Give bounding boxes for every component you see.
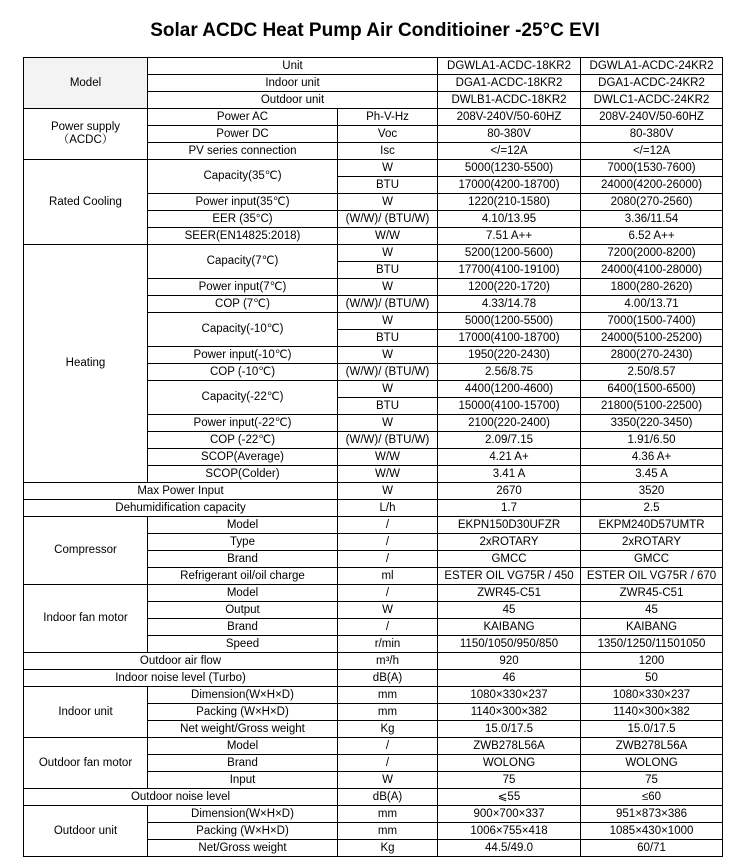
value-cell: 920 <box>438 653 581 670</box>
row-name: Refrigerant oil/oil charge <box>148 568 338 585</box>
value-cell: 2080(270-2560) <box>581 194 723 211</box>
row-name: PV series connection <box>148 143 338 160</box>
value-cell: DGA1-ACDC-18KR2 <box>438 75 581 92</box>
row-name: Type <box>148 534 338 551</box>
value-cell: 3350(220-3450) <box>581 415 723 432</box>
value-cell: </=12A <box>581 143 723 160</box>
unit-cell: W <box>338 160 438 177</box>
row-name: SCOP(Average) <box>148 449 338 466</box>
row-name: Capacity(-10℃) <box>148 313 338 347</box>
value-cell: 4.33/14.78 <box>438 296 581 313</box>
row-group-label: Rated Cooling <box>24 160 148 245</box>
row-name: Power input(-10℃) <box>148 347 338 364</box>
row-name: Model <box>148 517 338 534</box>
unit-cell: W/W <box>338 449 438 466</box>
value-cell: 17700(4100-19100) <box>438 262 581 279</box>
value-cell: 4.10/13.95 <box>438 211 581 228</box>
unit-cell: W <box>338 381 438 398</box>
row-name: Dimension(W×H×D) <box>148 687 338 704</box>
row-name: Capacity(-22℃) <box>148 381 338 415</box>
row-name: Power DC <box>148 126 338 143</box>
value-cell: 80-380V <box>438 126 581 143</box>
group-label-line: Power supply <box>50 121 121 133</box>
value-cell: 1.7 <box>438 500 581 517</box>
value-cell: 6.52 A++ <box>581 228 723 245</box>
value-cell: 1800(280-2620) <box>581 279 723 296</box>
row-group-label: Indoor fan motor <box>24 585 148 653</box>
value-cell: 2100(220-2400) <box>438 415 581 432</box>
value-cell: 24000(4100-28000) <box>581 262 723 279</box>
row-name: Speed <box>148 636 338 653</box>
table-row <box>24 160 723 177</box>
value-cell: 5200(1200-5600) <box>438 245 581 262</box>
unit-cell: W <box>338 602 438 619</box>
row-group-label: Model <box>24 58 148 109</box>
row-name: Outdoor noise level <box>24 789 338 806</box>
value-cell: 7000(1500-7400) <box>581 313 723 330</box>
row-name: Input <box>148 772 338 789</box>
value-cell: 1220(210-1580) <box>438 194 581 211</box>
unit-cell: mm <box>338 806 438 823</box>
value-cell: 1140×300×382 <box>438 704 581 721</box>
unit-cell: mm <box>338 823 438 840</box>
row-group-label <box>24 109 148 160</box>
unit-cell: mm <box>338 687 438 704</box>
value-cell: 5000(1230-5500) <box>438 160 581 177</box>
unit-cell: / <box>338 755 438 772</box>
value-cell: 46 <box>438 670 581 687</box>
unit-cell: (W/W)/ (BTU/W) <box>338 364 438 381</box>
row-name: Net/Gross weight <box>148 840 338 857</box>
value-cell: ZWR45-C51 <box>438 585 581 602</box>
row-name: COP (-10℃) <box>148 364 338 381</box>
row-name: COP (7℃) <box>148 296 338 313</box>
value-cell: 17000(4100-18700) <box>438 330 581 347</box>
value-cell: 1150/1050/950/850 <box>438 636 581 653</box>
unit-cell: r/min <box>338 636 438 653</box>
value-cell: ESTER OIL VG75R / 450 <box>438 568 581 585</box>
unit-cell: dB(A) <box>338 789 438 806</box>
row-name: Power input(-22℃) <box>148 415 338 432</box>
value-cell: 6400(1500-6500) <box>581 381 723 398</box>
table-row <box>24 653 723 670</box>
row-name: Output <box>148 602 338 619</box>
row-group-label: Indoor unit <box>24 687 148 738</box>
value-cell: 80-380V <box>581 126 723 143</box>
unit-cell: m³/h <box>338 653 438 670</box>
unit-cell: (W/W)/ (BTU/W) <box>338 432 438 449</box>
unit-cell: / <box>338 551 438 568</box>
value-cell: 1006×755×418 <box>438 823 581 840</box>
value-cell: 4400(1200-4600) <box>438 381 581 398</box>
row-name: Capacity(7℃) <box>148 245 338 279</box>
spec-table <box>23 57 723 857</box>
value-cell: 17000(4200-18700) <box>438 177 581 194</box>
table-row <box>24 585 723 602</box>
unit-cell: W <box>338 483 438 500</box>
unit-cell: BTU <box>338 262 438 279</box>
table-row <box>24 109 723 126</box>
value-cell: 3.36/11.54 <box>581 211 723 228</box>
unit-cell: (W/W)/ (BTU/W) <box>338 296 438 313</box>
row-name: Capacity(35℃) <box>148 160 338 194</box>
row-name: Dimension(W×H×D) <box>148 806 338 823</box>
value-cell: 1140×300×382 <box>581 704 723 721</box>
value-cell: 4.00/13.71 <box>581 296 723 313</box>
value-cell: 1085×430×1000 <box>581 823 723 840</box>
table-row <box>24 245 723 262</box>
value-cell: 2xROTARY <box>438 534 581 551</box>
value-cell: 2xROTARY <box>581 534 723 551</box>
table-row <box>24 517 723 534</box>
row-group-label: Outdoor fan motor <box>24 738 148 789</box>
value-cell: ⩽55 <box>438 789 581 806</box>
value-cell: 2.56/8.75 <box>438 364 581 381</box>
value-cell: 951×873×386 <box>581 806 723 823</box>
value-cell: 900×700×337 <box>438 806 581 823</box>
table-row <box>24 789 723 806</box>
value-cell: KAIBANG <box>438 619 581 636</box>
unit-cell: mm <box>338 704 438 721</box>
row-name: Indoor noise level (Turbo) <box>24 670 338 687</box>
unit-cell: W <box>338 415 438 432</box>
unit-cell: W <box>338 194 438 211</box>
page-title: Solar ACDC Heat Pump Air Conditioiner -25°C EVI <box>150 20 600 41</box>
value-cell: 24000(5100-25200) <box>581 330 723 347</box>
table-row <box>24 738 723 755</box>
value-cell: ZWB278L56A <box>438 738 581 755</box>
value-cell: WOLONG <box>581 755 723 772</box>
value-cell: 5000(1200-5500) <box>438 313 581 330</box>
value-cell: 15.0/17.5 <box>438 721 581 738</box>
value-cell: 3.41 A <box>438 466 581 483</box>
row-name: Packing (W×H×D) <box>148 823 338 840</box>
unit-cell: W/W <box>338 466 438 483</box>
value-cell: 50 <box>581 670 723 687</box>
row-name: Max Power Input <box>24 483 338 500</box>
row-name: Power input(35℃) <box>148 194 338 211</box>
unit-cell: W <box>338 313 438 330</box>
value-cell: 1950(220-2430) <box>438 347 581 364</box>
value-cell: ZWB278L56A <box>581 738 723 755</box>
unit-cell: W <box>338 245 438 262</box>
value-cell: 7.51 A++ <box>438 228 581 245</box>
value-cell: DGA1-ACDC-24KR2 <box>581 75 723 92</box>
value-cell: DWLC1-ACDC-24KR2 <box>581 92 723 109</box>
value-cell: 208V-240V/50-60HZ <box>581 109 723 126</box>
value-cell: GMCC <box>581 551 723 568</box>
row-name: SEER(EN14825:2018) <box>148 228 338 245</box>
row-name: Power AC <box>148 109 338 126</box>
row-name: Net weight/Gross weight <box>148 721 338 738</box>
row-group-label: Compressor <box>24 517 148 585</box>
value-cell: 15.0/17.5 <box>581 721 723 738</box>
value-cell: 1.91/6.50 <box>581 432 723 449</box>
value-cell: 1080×330×237 <box>581 687 723 704</box>
value-cell: ≤60 <box>581 789 723 806</box>
value-cell: GMCC <box>438 551 581 568</box>
row-name: Dehumidification capacity <box>24 500 338 517</box>
value-cell: 1080×330×237 <box>438 687 581 704</box>
table-row <box>24 687 723 704</box>
value-cell: 44.5/49.0 <box>438 840 581 857</box>
unit-cell: W/W <box>338 228 438 245</box>
value-cell: DGWLA1-ACDC-24KR2 <box>581 58 723 75</box>
value-cell: DGWLA1-ACDC-18KR2 <box>438 58 581 75</box>
value-cell: 2.5 <box>581 500 723 517</box>
value-cell: 7000(1530-7600) <box>581 160 723 177</box>
value-cell: 7200(2000-8200) <box>581 245 723 262</box>
unit-cell: / <box>338 585 438 602</box>
row-group-label: Heating <box>24 245 148 483</box>
unit-cell: W <box>338 279 438 296</box>
value-cell: 1350/1250/11501050 <box>581 636 723 653</box>
unit-cell: Voc <box>338 126 438 143</box>
unit-cell: BTU <box>338 177 438 194</box>
value-cell: 2.09/7.15 <box>438 432 581 449</box>
value-cell: KAIBANG <box>581 619 723 636</box>
unit-cell: BTU <box>338 398 438 415</box>
unit-cell: BTU <box>338 330 438 347</box>
value-cell: 2670 <box>438 483 581 500</box>
unit-cell: / <box>338 619 438 636</box>
value-cell: 3.45 A <box>581 466 723 483</box>
value-cell: DWLB1-ACDC-18KR2 <box>438 92 581 109</box>
value-cell: 1200(220-1720) <box>438 279 581 296</box>
row-name: Model <box>148 738 338 755</box>
row-name: Brand <box>148 551 338 568</box>
unit-cell: Ph-V-Hz <box>338 109 438 126</box>
unit-cell: Kg <box>338 840 438 857</box>
row-name: SCOP(Colder) <box>148 466 338 483</box>
value-cell: 45 <box>438 602 581 619</box>
value-cell: 45 <box>581 602 723 619</box>
unit-cell: W <box>338 772 438 789</box>
row-name: Brand <box>148 755 338 772</box>
row-name: Brand <box>148 619 338 636</box>
unit-cell: L/h <box>338 500 438 517</box>
row-name: Outdoor air flow <box>24 653 338 670</box>
value-cell: 21800(5100-22500) <box>581 398 723 415</box>
value-cell: EKPN150D30UFZR <box>438 517 581 534</box>
row-name: Packing (W×H×D) <box>148 704 338 721</box>
unit-cell: / <box>338 534 438 551</box>
row-name: Power input(7℃) <box>148 279 338 296</box>
unit-cell: / <box>338 738 438 755</box>
value-cell: WOLONG <box>438 755 581 772</box>
value-cell: 4.21 A+ <box>438 449 581 466</box>
unit-cell: ml <box>338 568 438 585</box>
table-row <box>24 58 723 75</box>
value-cell: 208V-240V/50-60HZ <box>438 109 581 126</box>
row-group-label: Outdoor unit <box>24 806 148 857</box>
row-name: Outdoor unit <box>148 92 438 109</box>
table-row <box>24 806 723 823</box>
group-label-line: （ACDC） <box>57 134 114 146</box>
value-cell: ESTER OIL VG75R / 670 <box>581 568 723 585</box>
value-cell: ZWR45-C51 <box>581 585 723 602</box>
value-cell: EKPM240D57UMTR <box>581 517 723 534</box>
value-cell: 1200 <box>581 653 723 670</box>
row-name: Unit <box>148 58 438 75</box>
unit-cell: W <box>338 347 438 364</box>
table-row <box>24 670 723 687</box>
row-name: COP (-22℃) <box>148 432 338 449</box>
unit-cell: dB(A) <box>338 670 438 687</box>
value-cell: 75 <box>581 772 723 789</box>
value-cell: 3520 <box>581 483 723 500</box>
value-cell: </=12A <box>438 143 581 160</box>
unit-cell: Isc <box>338 143 438 160</box>
table-row <box>24 483 723 500</box>
value-cell: 4.36 A+ <box>581 449 723 466</box>
row-name: Indoor unit <box>148 75 438 92</box>
value-cell: 24000(4200-26000) <box>581 177 723 194</box>
value-cell: 60/71 <box>581 840 723 857</box>
row-name: Model <box>148 585 338 602</box>
row-name: EER (35°C) <box>148 211 338 228</box>
unit-cell: Kg <box>338 721 438 738</box>
unit-cell: / <box>338 517 438 534</box>
unit-cell: (W/W)/ (BTU/W) <box>338 211 438 228</box>
value-cell: 2800(270-2430) <box>581 347 723 364</box>
table-row <box>24 500 723 517</box>
value-cell: 75 <box>438 772 581 789</box>
value-cell: 15000(4100-15700) <box>438 398 581 415</box>
value-cell: 2.50/8.57 <box>581 364 723 381</box>
